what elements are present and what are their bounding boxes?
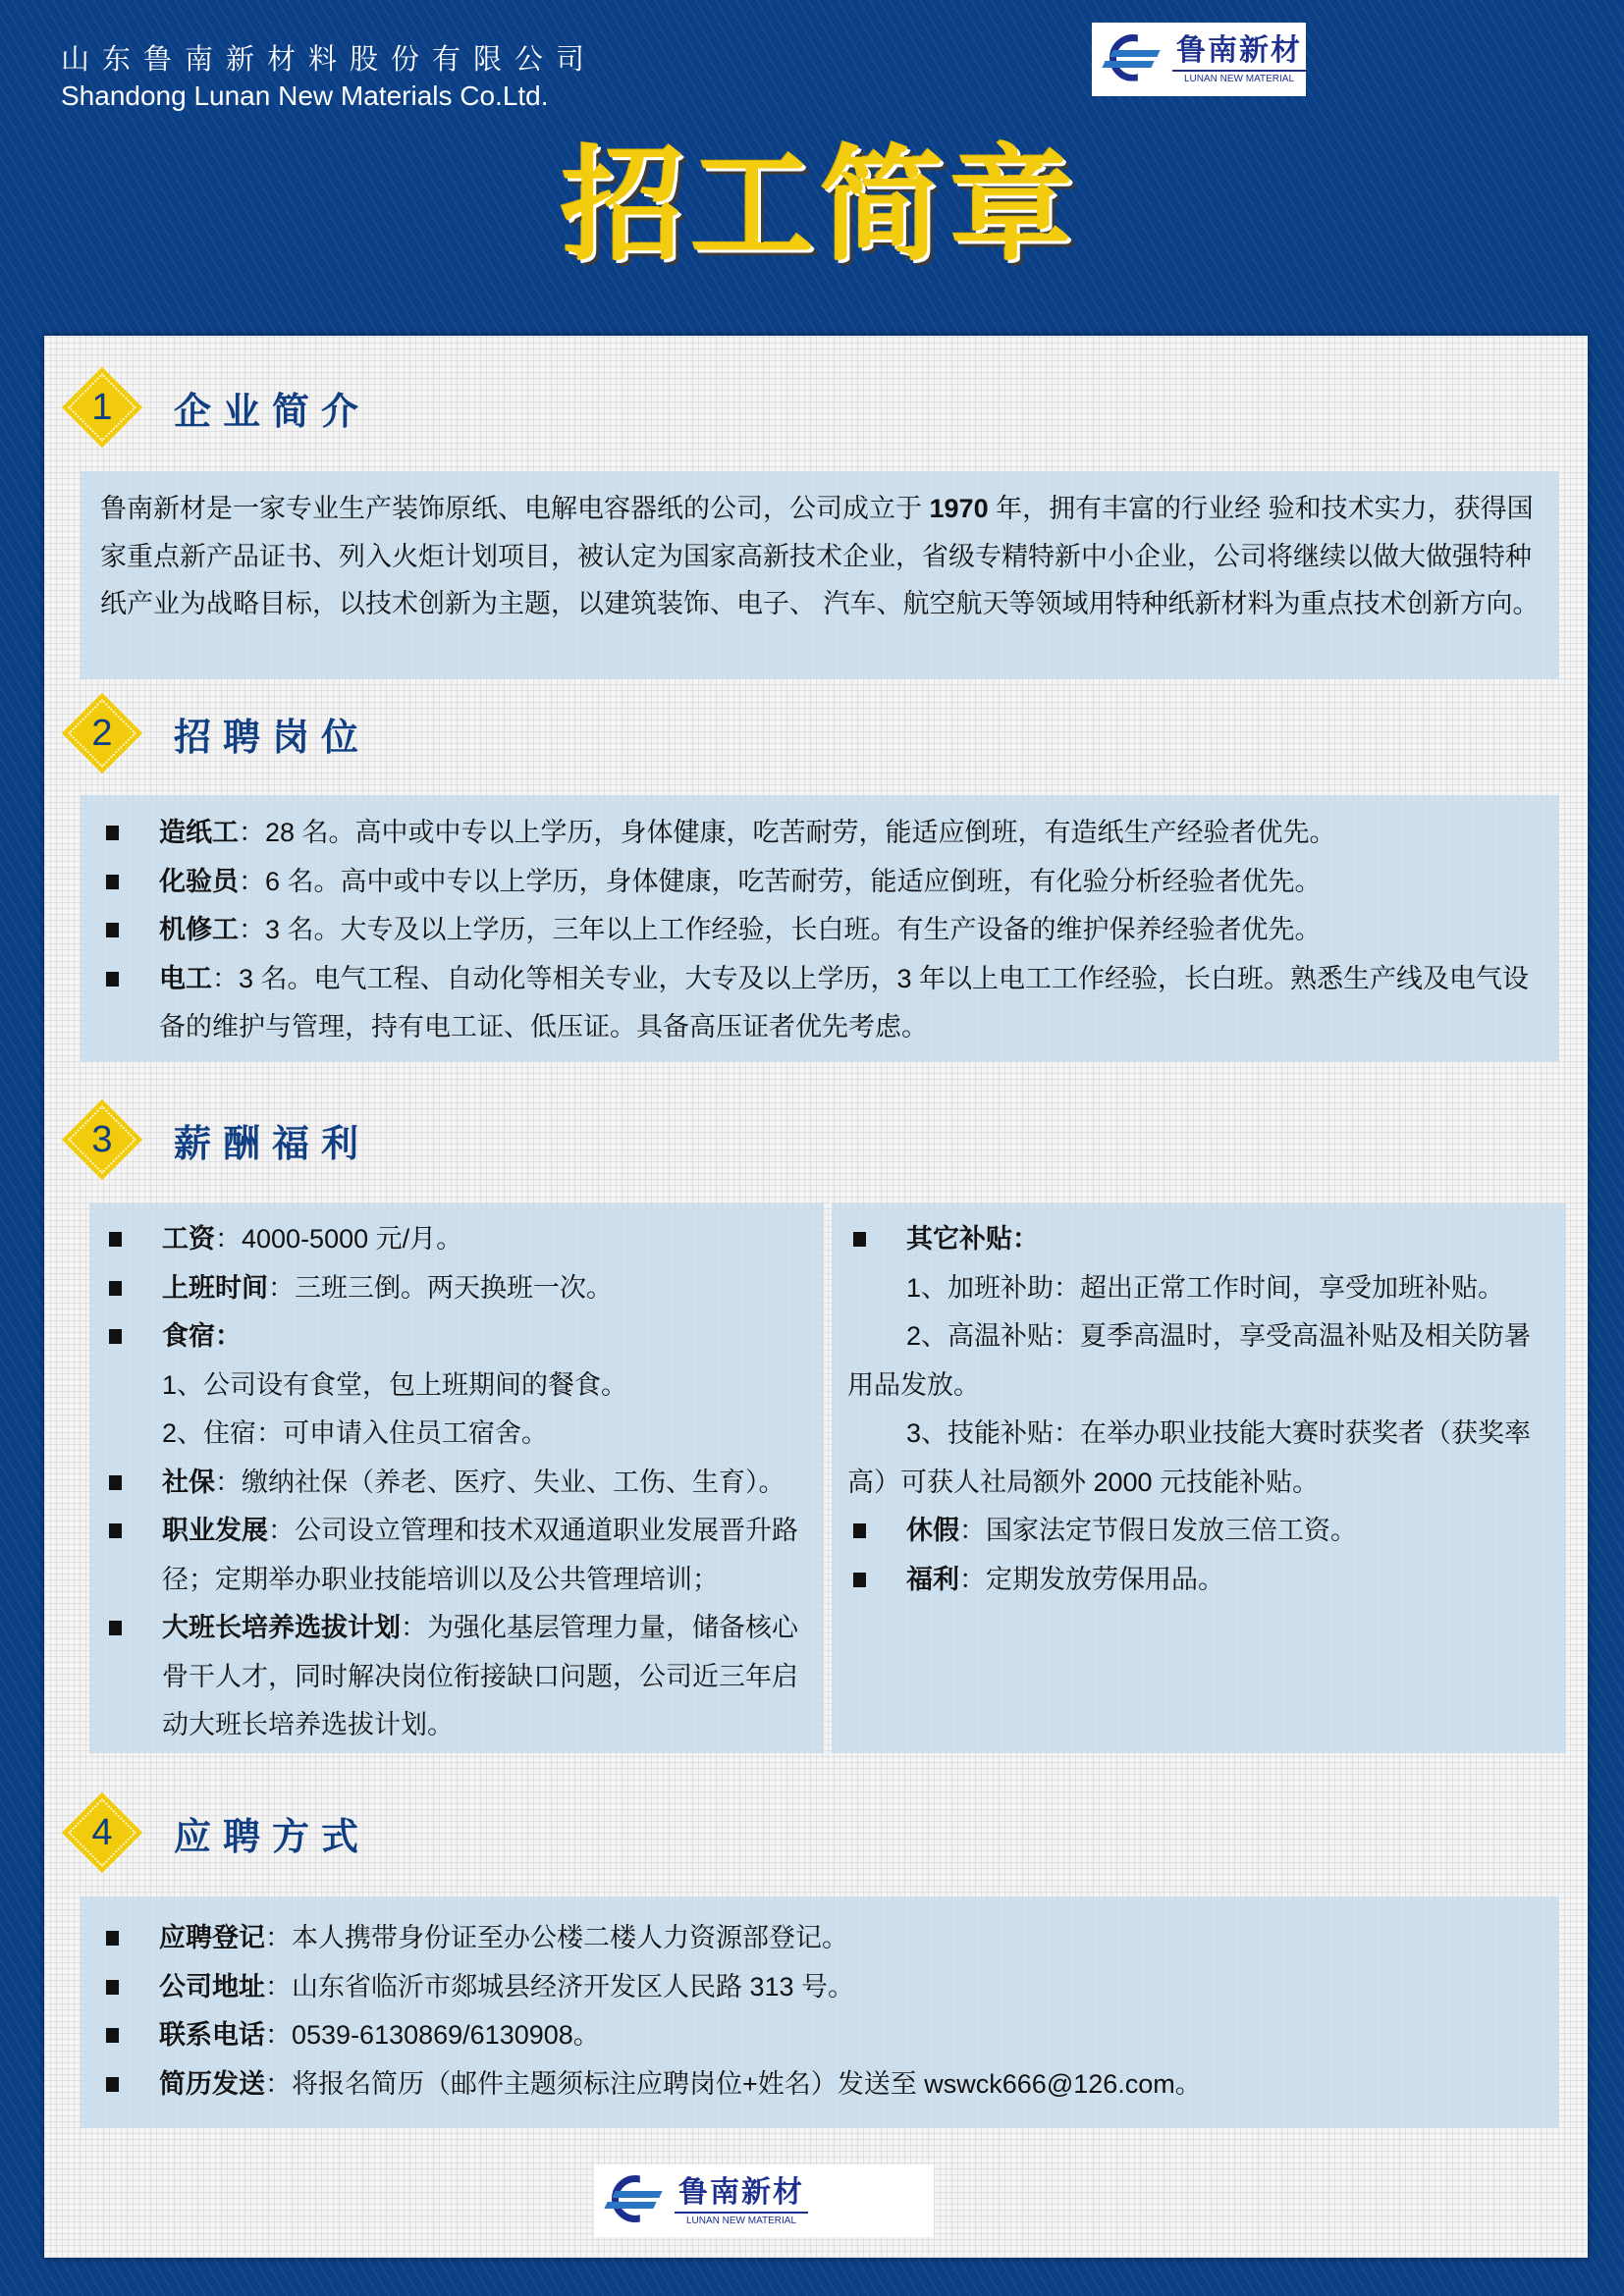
- benefits-right-box: [832, 1203, 1566, 1753]
- benefit-item-subsidy: 其它补贴：: [847, 1215, 1550, 1264]
- logo-text-en: LUNAN NEW MATERIAL: [1183, 74, 1295, 84]
- subsidy-skill: 3、技能补贴：在举办职业技能大赛时获奖者（获奖率高）可获人社局额外 2000 元技能补贴。: [847, 1418, 1532, 1497]
- diamond-badge-icon: 4: [70, 1800, 135, 1865]
- section-title: 招聘岗位: [174, 715, 371, 759]
- intro-paragraph: 鲁南新材是一家专业生产装饰原纸、电解电容器纸的公司，公司成立于 1970 年，拥有丰富的行业经 验和技术实力，获得国家重点新产品证书、列入火炬计划项目，被认定为国家高新技术企业，省级专精特新中小企业，公司将继续以做大做强特种纸产业为战略目标，以技术创新为主题，以建筑装饰、电子、 汽车、航空航天等领域用特种纸新材料为重点技术创新方向。: [100, 494, 1540, 618]
- company-name-en: Shandong Lunan New Materials Co.Ltd.: [61, 80, 549, 111]
- diamond-badge-icon: 1: [70, 375, 135, 440]
- benefit-item-board: 食宿：: [103, 1312, 810, 1362]
- benefit-item-career: 职业发展：公司设立管理和技术双通道职业发展晋升路径；定期举办职业技能培训以及公共管理培训；: [103, 1507, 810, 1604]
- benefit-item-insurance: 社保：缴纳社保（养老、医疗、失业、工伤、生育）。: [103, 1459, 810, 1508]
- board-sub-item: 2、住宿：可申请入住员工宿舍。: [162, 1418, 549, 1448]
- section-header-benefits: [64, 1107, 370, 1172]
- benefits-left-box: [89, 1203, 824, 1753]
- logo-text-cn: 鲁南新材: [675, 2176, 808, 2214]
- subsidy-overtime: 1、加班补助：超出正常工作时间，享受加班补贴。: [906, 1272, 1505, 1303]
- apply-box: [81, 1896, 1559, 2128]
- company-name-cn: 山东鲁南新材料股份有限公司: [61, 42, 598, 76]
- section-title: 薪酬福利: [174, 1121, 371, 1165]
- logo-text-en: LUNAN NEW MATERIAL: [685, 2215, 797, 2226]
- benefit-item-salary: 工资：4000-5000 元/月。: [103, 1215, 810, 1264]
- lunan-logo-icon: [1102, 34, 1164, 85]
- company-logo-top: [1092, 23, 1306, 96]
- apply-item-address: 公司地址：山东省临沂市郯城县经济开发区人民路 313 号。: [100, 1963, 1540, 2012]
- apply-item-registration: 应聘登记：本人携带身份证至办公楼二楼人力资源部登记。: [100, 1914, 1540, 1963]
- diamond-badge-icon: 2: [70, 701, 135, 766]
- benefit-item-welfare: 福利：定期发放劳保用品。: [847, 1556, 1550, 1605]
- board-sub-item: 1、公司设有食堂，包上班期间的餐食。: [162, 1369, 628, 1400]
- section-title: 应聘方式: [174, 1814, 371, 1858]
- section-header-apply: [64, 1800, 370, 1865]
- lunan-logo-icon: [604, 2175, 667, 2226]
- founding-year: 1970: [929, 494, 989, 523]
- apply-item-phone: 联系电话：0539-6130869/6130908。: [100, 2011, 1540, 2060]
- intro-box: [81, 471, 1559, 679]
- subsidy-heat: 2、高温补贴：夏季高温时，享受高温补贴及相关防暑用品发放。: [847, 1321, 1532, 1400]
- page-title: 招工简章: [561, 133, 1079, 278]
- position-item: 机修工：3 名。大专及以上学历，三年以上工作经验，长白班。有生产设备的维护保养经验者优先。: [100, 906, 1540, 955]
- content-panel: [44, 336, 1588, 2258]
- position-item: 电工：3 名。电气工程、自动化等相关专业，大专及以上学历，3 年以上电工工作经验，长白班。熟悉生产线及电气设备的维护与管理，持有电工证、低压证。具备高压证者优先考虑。: [100, 955, 1540, 1052]
- logo-text-cn: 鲁南新材: [1172, 34, 1306, 72]
- section-header-intro: [64, 375, 370, 440]
- section-title: 企业简介: [174, 389, 371, 433]
- apply-item-email: 简历发送：将报名简历（邮件主题须标注应聘岗位+姓名）发送至 wswck666@126.com。: [100, 2060, 1540, 2109]
- benefit-item-holiday: 休假：国家法定节假日发放三倍工资。: [847, 1507, 1550, 1556]
- section-header-positions: [64, 701, 370, 766]
- benefit-item-leader-plan: 大班长培养选拔计划：为强化基层管理力量，储备核心骨干人才，同时解决岗位衔接缺口问题，公司近三年启动大班长培养选拔计划。: [103, 1604, 810, 1750]
- positions-box: [81, 795, 1559, 1062]
- diamond-badge-icon: 3: [70, 1107, 135, 1172]
- position-item: 造纸工：28 名。高中或中专以上学历，身体健康，吃苦耐劳，能适应倒班，有造纸生产经验者优先。: [100, 809, 1540, 858]
- benefit-item-shift: 上班时间：三班三倒。两天换班一次。: [103, 1264, 810, 1313]
- company-logo-bottom: [594, 2164, 934, 2237]
- position-item: 化验员：6 名。高中或中专以上学历，身体健康，吃苦耐劳，能适应倒班，有化验分析经验者优先。: [100, 858, 1540, 907]
